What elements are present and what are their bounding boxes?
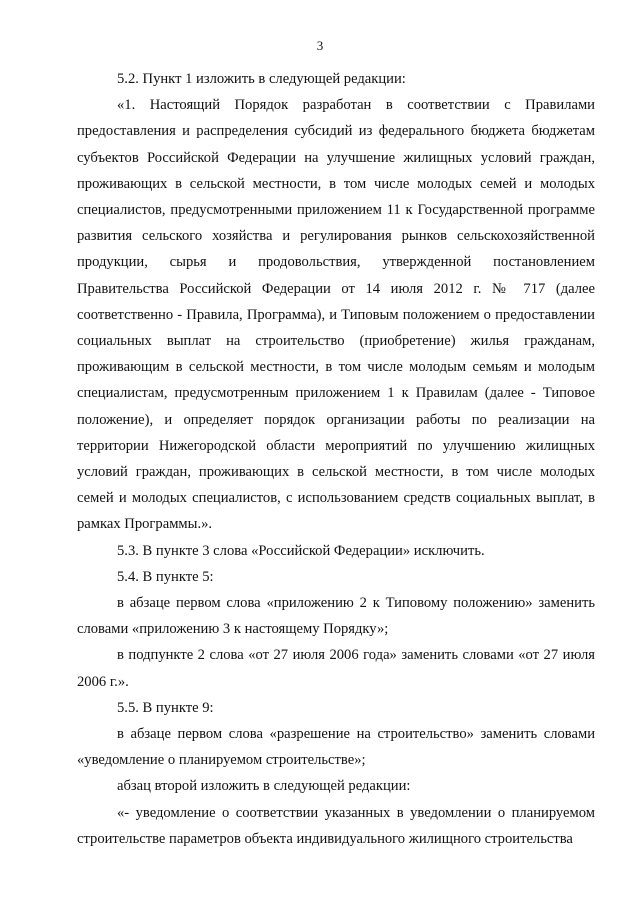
paragraph-5-5-first-clause: в абзаце первом слова «разрешение на строительство» заменить словами «уведомление о планируемом строительстве»; <box>77 726 595 769</box>
page-number: 3 <box>316 38 324 53</box>
paragraph-5-5-second-clause: абзац второй изложить в следующей редакции: <box>117 778 411 795</box>
paragraph-quoted-item-1: «1. Настоящий Порядок разработан в соответствии с Правилами предоставления и распределения субсидий из федерального бюджета бюджетам субъектов Российской Федерации на улучшение жилищных условий граждан, проживающих в сельской местности, в том числе молодых семей и молодых специалистов, предусмотренными приложением 11 к Государственной программе развития сельского хозяйства и регулирования рынков сельскохозяйственной продукции, сырья и продовольствия, утвержденной постановлением Правительства Российской Федерации от 14 июля 2012 г. № 717 (далее соответственно - Правила, Программа), и Типовым положением о предоставлении социальных выплат на строительство (приобретение) жилья гражданам, проживающим в сельской местности, в том числе молодым семьям и молодым специалистам, предусмотренным приложением 1 к Правилам (далее - Типовое положение), и определяет порядок организации работы по реализации на территории Нижегородской области мероприятий по улучшению жилищных условий граждан, проживающих в сельской местности, в том числе молодых семей и молодых специалистов, с использованием средств социальных выплат, в рамках Программы.». <box>77 97 595 533</box>
paragraph-5-4: 5.4. В пункте 5: <box>117 568 214 585</box>
document-body <box>77 66 595 852</box>
paragraph-5-3: 5.3. В пункте 3 слова «Российской Федерации» исключить. <box>117 542 485 559</box>
paragraph-5-2: 5.2. Пункт 1 изложить в следующей редакции: <box>117 71 406 87</box>
paragraph-5-4-first-clause: в абзаце первом слова «приложению 2 к Типовому положению» заменить словами «приложению 3 к настоящему Порядку»; <box>77 595 595 638</box>
paragraph-quoted-notification: «- уведомление о соответствии указанных в уведомлении о планируемом строительстве параметров объекта индивидуального жилищного строительства <box>77 804 595 847</box>
paragraph-5-4-subitem-2: в подпункте 2 слова «от 27 июля 2006 года» заменить словами «от 27 июля 2006 г.». <box>77 647 595 690</box>
paragraph-5-5: 5.5. В пункте 9: <box>117 699 214 716</box>
